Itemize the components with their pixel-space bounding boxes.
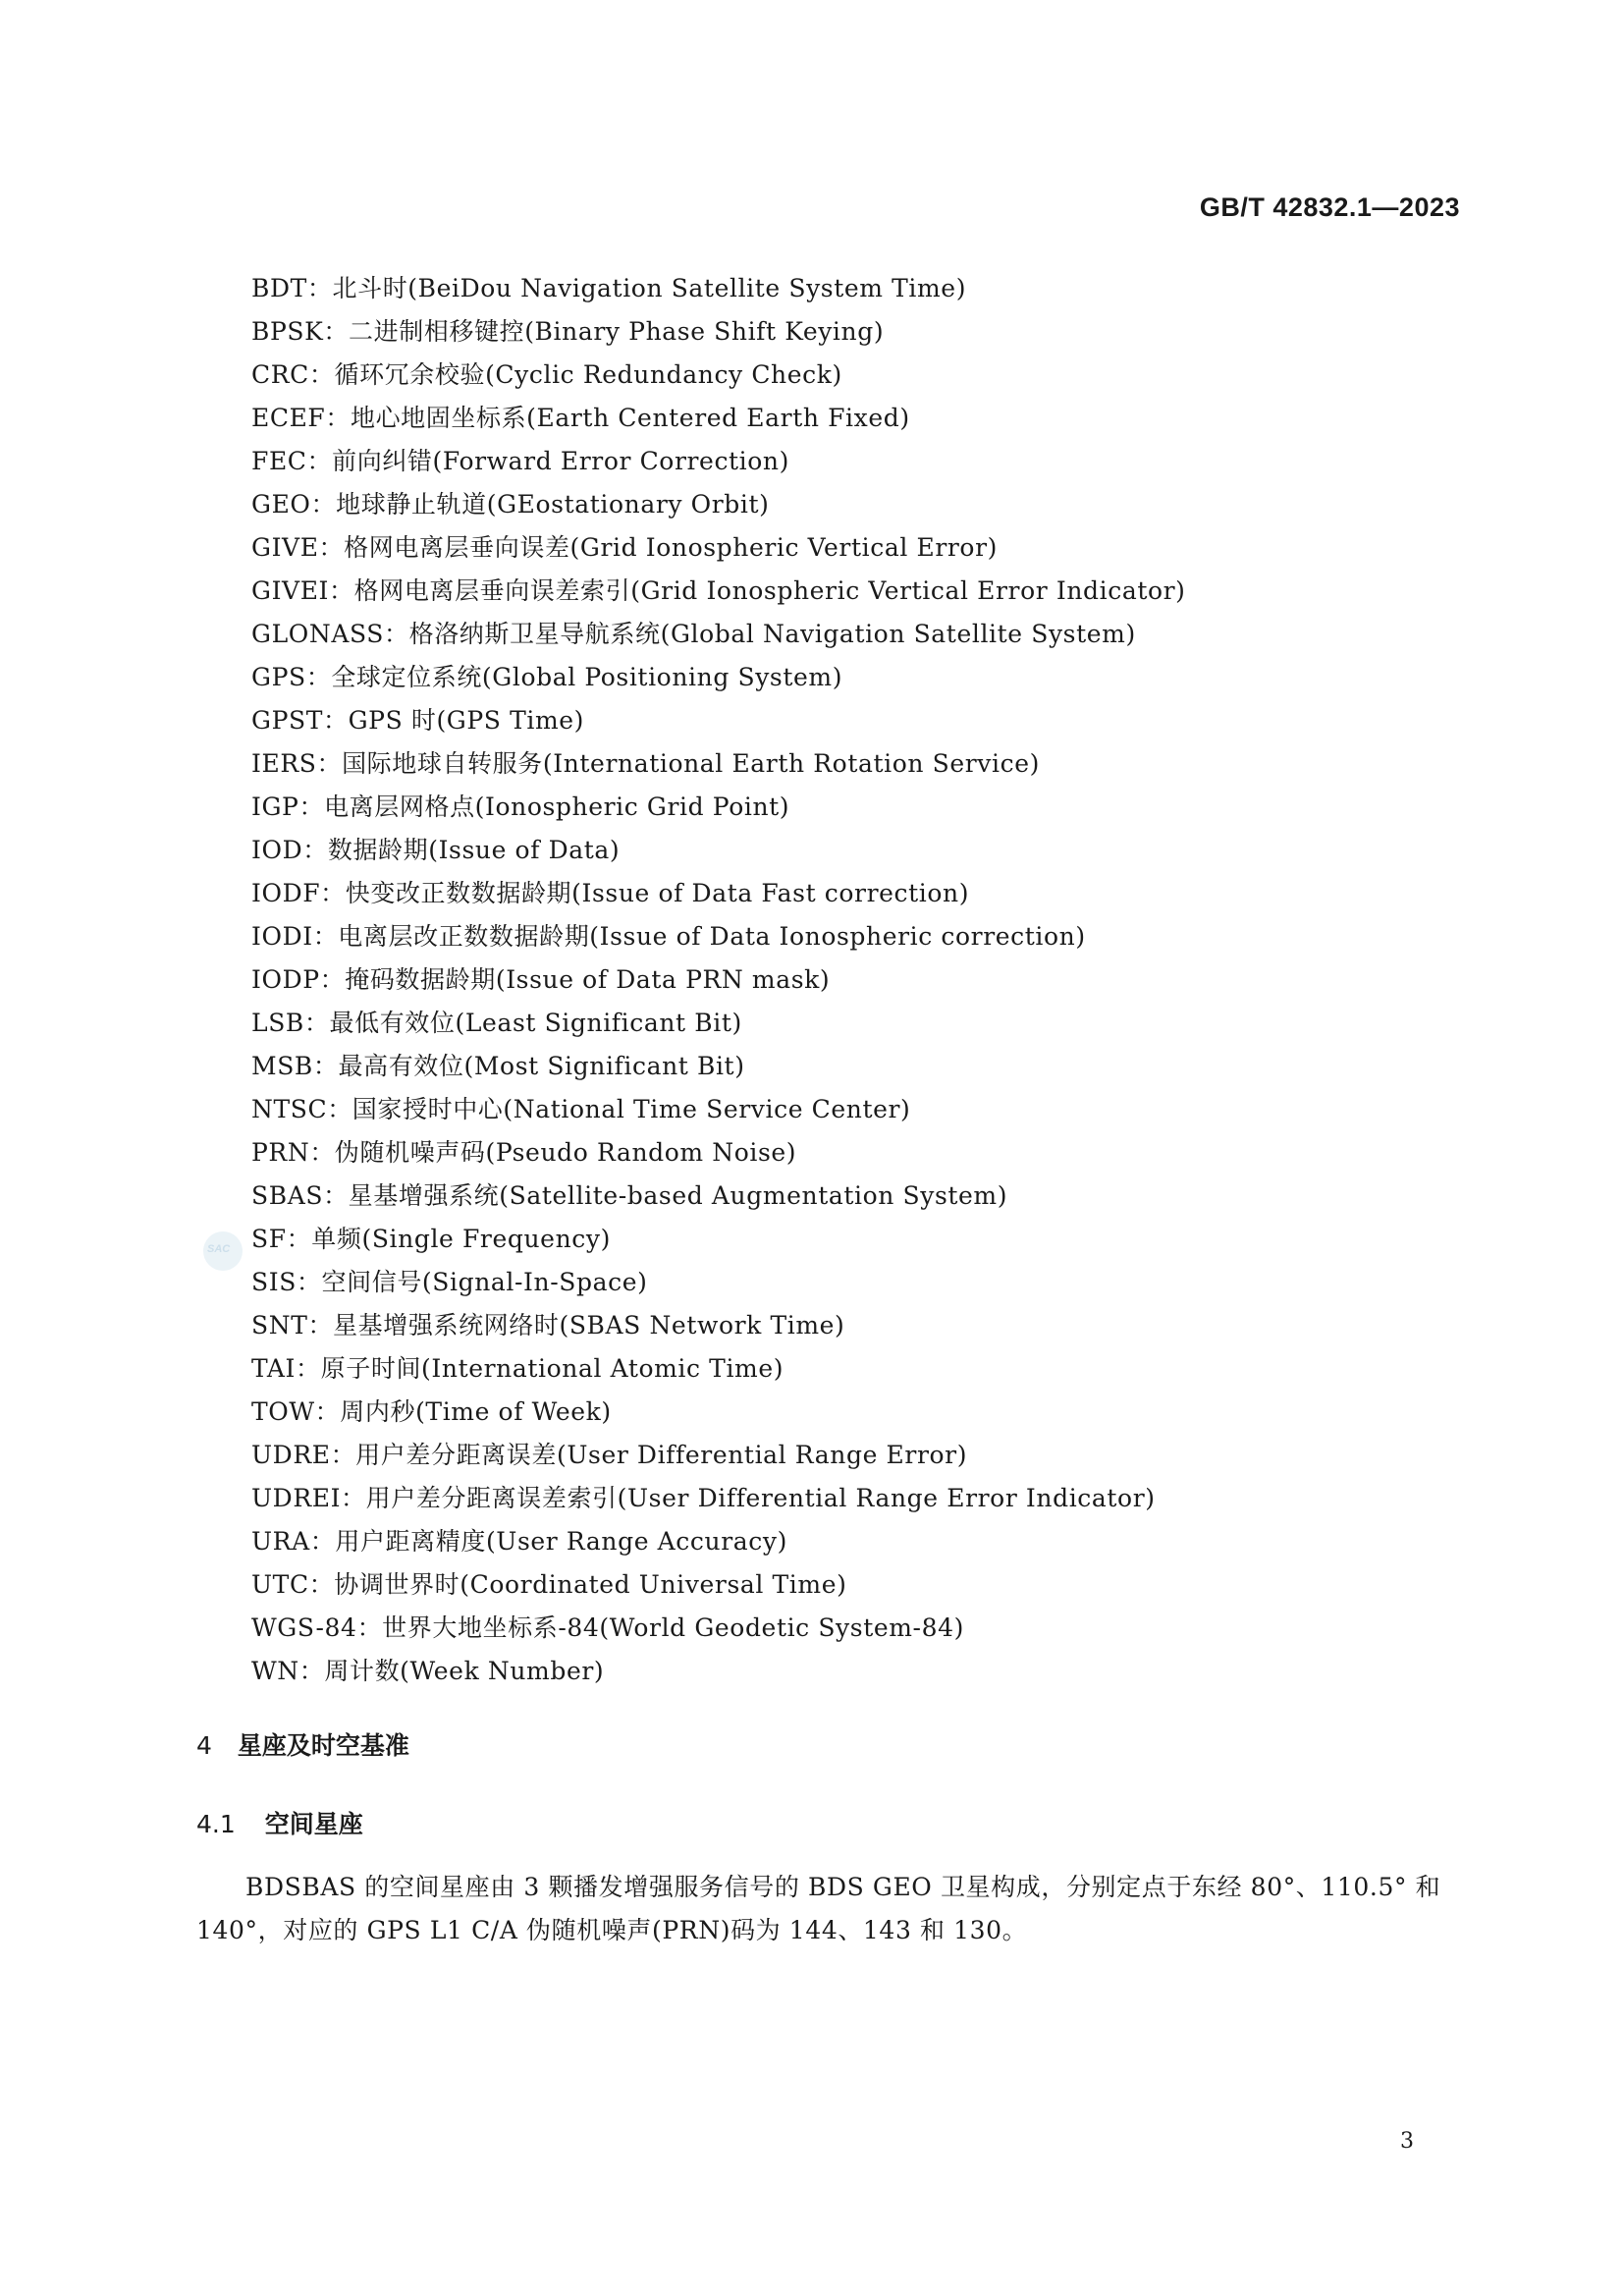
abbreviation-item: GPST：GPS 时(GPS Time)	[251, 706, 585, 735]
abbreviation-item: URA：用户距离精度(User Range Accuracy)	[251, 1527, 787, 1556]
abbreviation-item: UDREI：用户差分距离误差索引(User Differential Range Error Indicator)	[251, 1484, 1156, 1512]
abbreviation-item: IODF：快变改正数数据龄期(Issue of Data Fast correction)	[251, 879, 970, 907]
standard-code: GB/T 42832.1—2023	[1199, 192, 1460, 222]
abbreviation-item: BPSK：二进制相移键控(Binary Phase Shift Keying)	[251, 317, 885, 346]
abbreviation-item: GEO：地球静止轨道(GEostationary Orbit)	[251, 490, 770, 519]
abbreviation-item: PRN：伪随机噪声码(Pseudo Random Noise)	[251, 1138, 797, 1167]
abbreviation-item: WGS-84：世界大地坐标系-84(World Geodetic System-84)	[251, 1613, 964, 1642]
section-number: 4.1	[196, 1810, 236, 1838]
abbreviation-item: BDT：北斗时(BeiDou Navigation Satellite System Time)	[251, 274, 967, 302]
abbreviation-item: SIS：空间信号(Signal-In-Space)	[251, 1268, 648, 1296]
section-heading-4	[196, 1726, 409, 1762]
abbreviation-item: ECEF：地心地固坐标系(Earth Centered Earth Fixed)	[251, 404, 910, 432]
abbreviation-item: GPS：全球定位系统(Global Positioning System)	[251, 663, 843, 691]
sac-watermark-icon	[203, 1231, 243, 1271]
abbreviation-item: IGP：电离层网格点(Ionospheric Grid Point)	[251, 793, 790, 821]
abbreviation-item: TAI：原子时间(International Atomic Time)	[251, 1354, 784, 1383]
abbreviation-item: MSB：最高有效位(Most Significant Bit)	[251, 1052, 745, 1080]
watermark-text: SAC	[207, 1243, 231, 1255]
page-number: 3	[1400, 2129, 1414, 2154]
abbreviation-item: NTSC：国家授时中心(National Time Service Center)	[251, 1095, 911, 1123]
abbreviation-item: FEC：前向纠错(Forward Error Correction)	[251, 447, 789, 475]
abbreviation-item: IODI：电离层改正数数据龄期(Issue of Data Ionospheric correction)	[251, 922, 1086, 951]
section-title: 空间星座	[264, 1810, 363, 1838]
section-heading-4-1	[196, 1805, 363, 1840]
abbreviation-item: LSB：最低有效位(Least Significant Bit)	[251, 1009, 742, 1037]
abbreviation-item: GIVEI：格网电离层垂向误差索引(Grid Ionospheric Vertical Error Indicator)	[251, 576, 1186, 605]
abbreviation-item: SBAS：星基增强系统(Satellite-based Augmentation System)	[251, 1181, 1008, 1210]
abbreviation-list	[251, 267, 1479, 1693]
abbreviation-item: SNT：星基增强系统网络时(SBAS Network Time)	[251, 1311, 845, 1339]
abbreviation-item: WN：周计数(Week Number)	[251, 1657, 605, 1685]
abbreviation-item: GIVE：格网电离层垂向误差(Grid Ionospheric Vertical Error)	[251, 533, 998, 562]
abbreviation-item: IODP：掩码数据龄期(Issue of Data PRN mask)	[251, 965, 831, 994]
section-number: 4	[196, 1731, 212, 1760]
body-paragraph: BDSBAS 的空间星座由 3 颗播发增强服务信号的 BDS GEO 卫星构成，分别定点于东经 80°、110.5° 和 140°，对应的 GPS L1 C/A 伪随机噪声(PRN)码为 144、143 和 130。	[196, 1873, 1441, 1944]
abbreviation-item: IERS：国际地球自转服务(International Earth Rotation Service)	[251, 749, 1040, 778]
abbreviation-item: UTC：协调世界时(Coordinated Universal Time)	[251, 1570, 847, 1599]
abbreviation-item: CRC：循环冗余校验(Cyclic Redundancy Check)	[251, 360, 842, 389]
abbreviation-item: SF：单频(Single Frequency)	[251, 1225, 611, 1253]
abbreviation-item: UDRE：用户差分距离误差(User Differential Range Error)	[251, 1441, 968, 1469]
abbreviation-item: IOD：数据龄期(Issue of Data)	[251, 836, 621, 864]
abbreviation-item: GLONASS：格洛纳斯卫星导航系统(Global Navigation Satellite System)	[251, 620, 1136, 648]
section-title: 星座及时空基准	[237, 1731, 409, 1760]
abbreviation-item: TOW：周内秒(Time of Week)	[251, 1397, 612, 1426]
